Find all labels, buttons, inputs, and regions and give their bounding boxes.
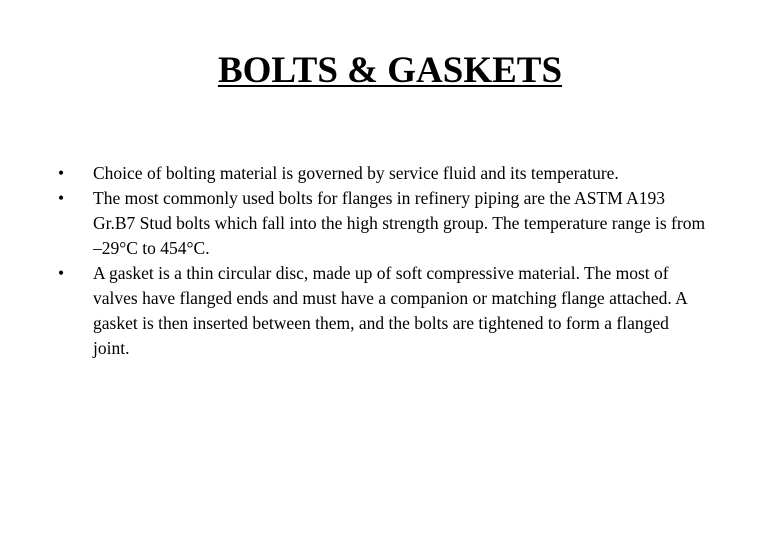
bullet-text: Choice of bolting material is governed by service fluid and its temperature. [93,163,619,183]
slide-title [0,49,780,93]
bullet-text: A gasket is a thin circular disc, made up of soft compressive material. The most of valves have flanged ends and must have a companion or matching flange attached. A gasket is then inserted between them, and the bolts are tightened to form a flanged joint. [93,263,687,358]
slide-title-text: BOLTS & GASKETS [217,50,563,91]
bullet-item-bolting-material [58,161,708,186]
bullet-dot-icon: • [58,163,65,183]
bullet-text: The most commonly used bolts for flanges in refinery piping are the ASTM A193 Gr.B7 Stud bolts which fall into the high strength group. The temperature range is from –29°C to 454°C. [93,188,706,258]
bullet-dot-icon: • [58,188,65,208]
bullet-dot-icon: • [58,263,65,283]
bullet-item-gasket [58,261,708,361]
bullet-item-stud-bolts [58,186,708,261]
bullet-list [58,161,708,361]
